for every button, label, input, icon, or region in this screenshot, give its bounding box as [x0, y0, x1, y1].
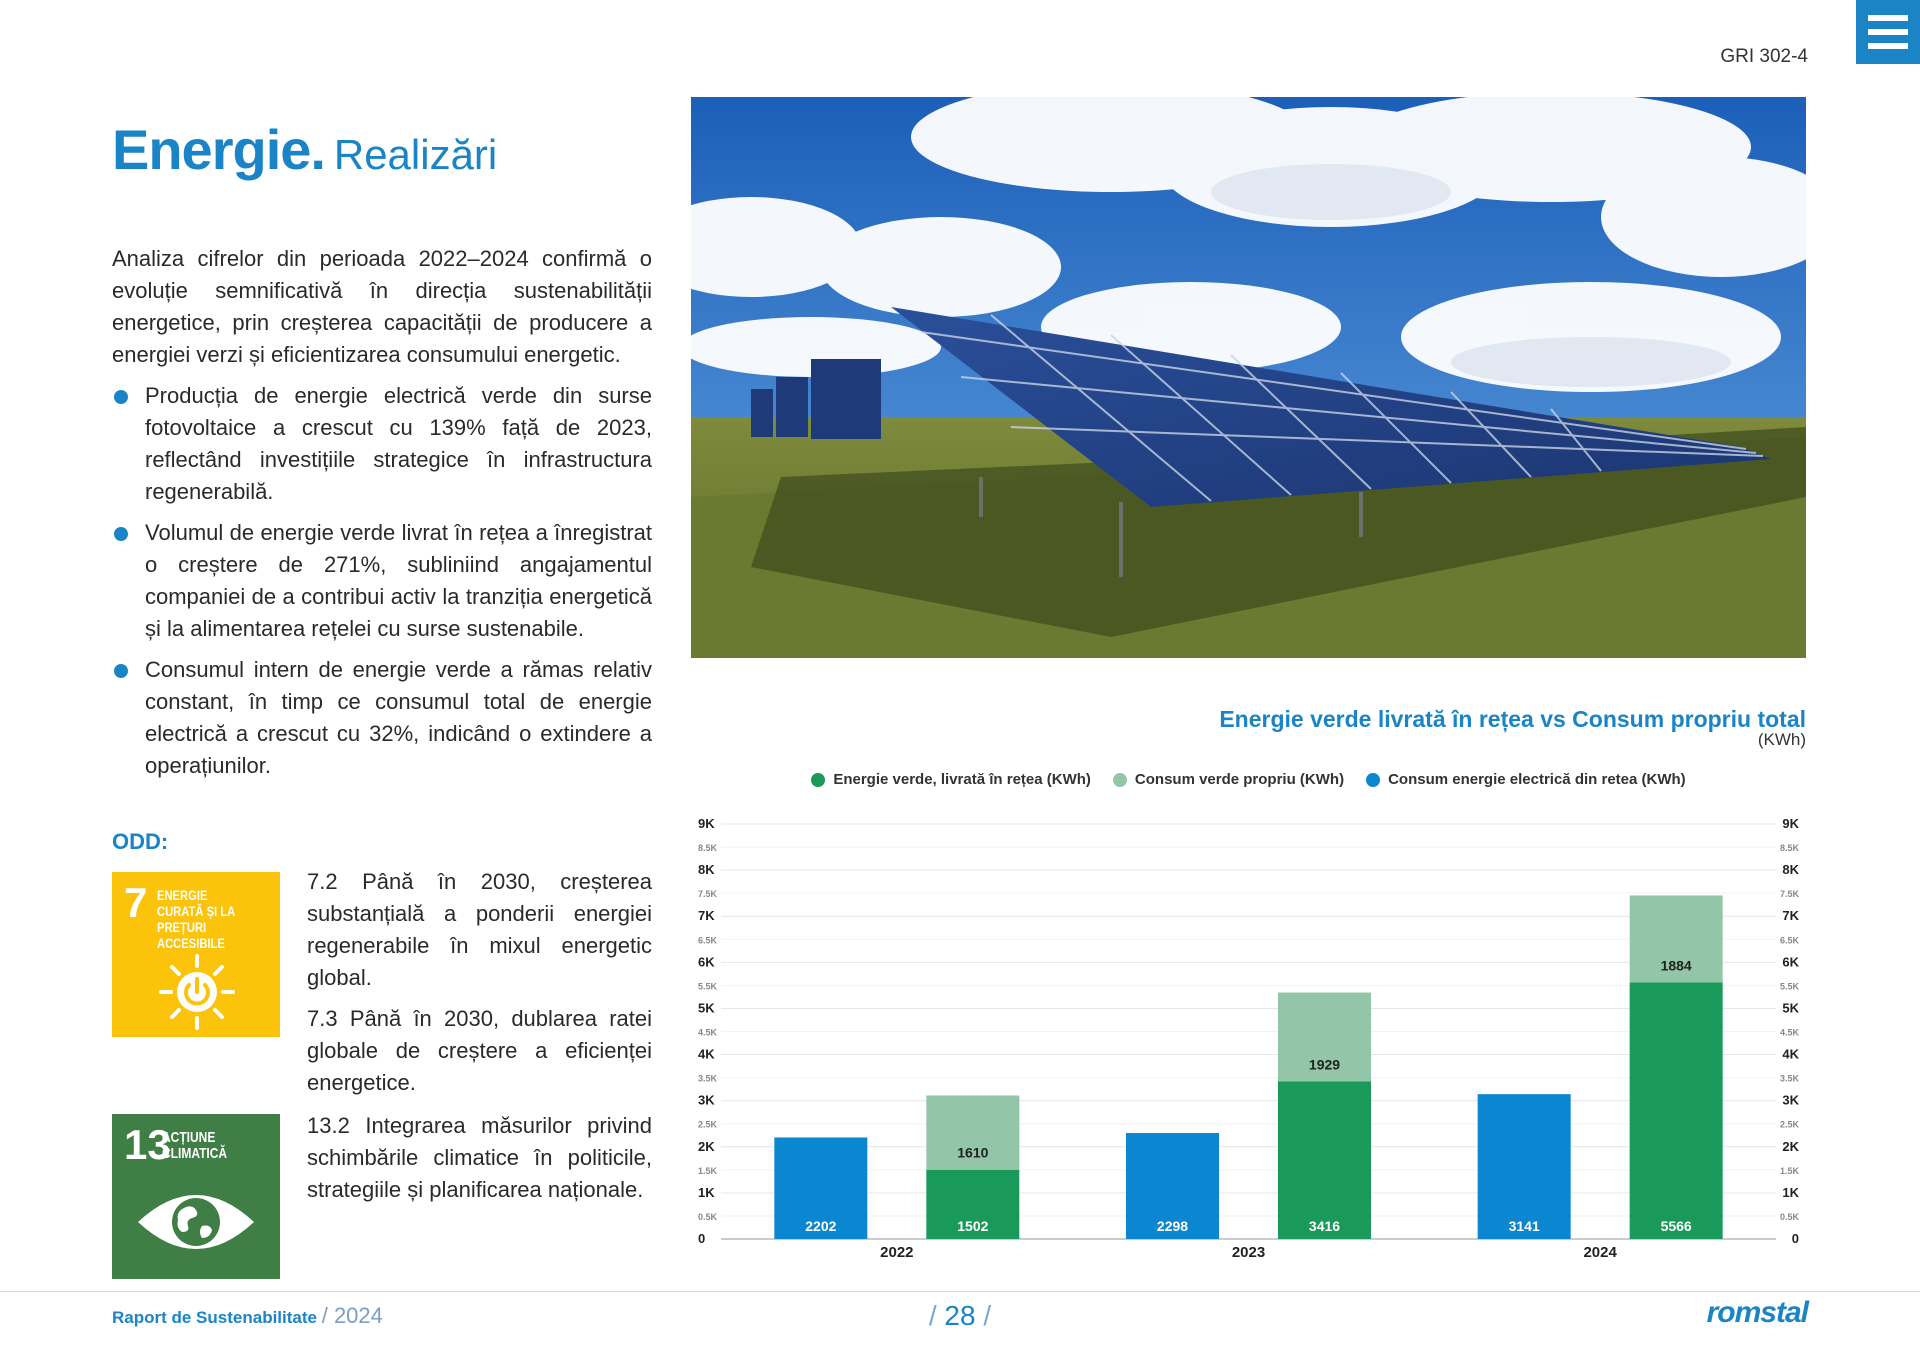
bullet-text: Consumul intern de energie verde a rămas relativ constant, în timp ce consumul total de energie electrică a crescut cu 32%, indicând o extindere a operațiunilor.	[145, 657, 652, 778]
bullet-item	[112, 654, 652, 782]
y-tick-label: 1K	[698, 1184, 715, 1200]
legend-swatch-icon	[1113, 773, 1127, 787]
page-title	[112, 118, 498, 181]
bar-value-label: 2298	[1156, 1218, 1189, 1234]
menu-line	[1868, 15, 1908, 21]
y-tick-label: 2K	[698, 1138, 715, 1154]
bar-value-label: 3141	[1508, 1218, 1540, 1234]
y-tick-label: 0	[698, 1231, 706, 1246]
y-tick-label-right: 1.5K	[1779, 1165, 1799, 1176]
legend-item	[1113, 771, 1344, 788]
y-tick-label: 3K	[698, 1092, 715, 1108]
bar-green-delivered	[1278, 1081, 1371, 1239]
sdg13-tile	[112, 1114, 280, 1279]
romstal-logo: romstal	[1706, 1296, 1808, 1329]
y-tick-label-right: 3.5K	[1779, 1073, 1799, 1084]
y-tick-label: 7.5K	[698, 889, 718, 900]
y-tick-label: 4K	[698, 1046, 715, 1062]
sdg7-number: 7	[124, 879, 148, 926]
menu-line	[1868, 29, 1908, 35]
bar-value-label: 2202	[805, 1218, 837, 1234]
sdg7-tile	[112, 872, 280, 1037]
earth-eye-icon	[134, 1182, 258, 1262]
bar-value-label: 1610	[957, 1144, 989, 1161]
intro-section	[112, 243, 652, 791]
y-tick-label-right: 2.5K	[1779, 1119, 1799, 1130]
chart-unit: (KWh)	[1757, 730, 1806, 749]
legend-label: Consum energie electrică din retea (KWh)	[1388, 771, 1686, 788]
bullet-item	[112, 380, 652, 508]
odd-target-7-2	[307, 866, 652, 1108]
y-tick-label-right: 0	[1791, 1231, 1799, 1246]
y-tick-label: 0.5K	[698, 1211, 718, 1222]
x-category-label: 2023	[1231, 1244, 1266, 1261]
y-tick-label: 6.5K	[698, 935, 718, 946]
bar-value-label: 5566	[1660, 1218, 1692, 1234]
bullet-text: Volumul de energie verde livrat în rețea a înregistrat o creștere de 271%, subliniind angajamentul companiei de a contribui activ la tranziția energetică și la alimentarea rețelei cu surse sustenabile.	[145, 520, 652, 641]
report-title: Raport de Sustenabilitate	[112, 1308, 317, 1327]
page-number: / 28 /	[928, 1300, 992, 1331]
y-tick-label-right: 7K	[1782, 908, 1799, 924]
legend-label: Consum verde propriu (KWh)	[1134, 771, 1345, 788]
odd-target-text: 7.3 Până în 2030, dublarea ratei globale de creștere a eficienței energetice.	[307, 1006, 652, 1095]
bar-value-label: 1502	[957, 1218, 989, 1234]
y-tick-label-right: 0.5K	[1779, 1211, 1799, 1222]
bar-chart	[691, 808, 1806, 1268]
y-tick-label: 9K	[698, 816, 715, 831]
bar-green-delivered	[1630, 982, 1723, 1239]
sdg7-label: ENERGIE CURATĂ ȘI LA PREȚURI ACCESIBILE	[157, 887, 235, 951]
page-title-main: Energie.	[112, 118, 325, 181]
page-number-value: 28	[944, 1300, 976, 1331]
legend-label: Energie verde, livrată în rețea (KWh)	[833, 771, 1091, 788]
intro-paragraph: Analiza cifrelor din perioada 2022–2024 confirmă o evoluție semnificativă în direcția sustenabilității energetice, prin creșterea capacității de producere a energiei verzi și eficientizarea consumului energetic.	[112, 246, 652, 367]
bullet-text: Producția de energie electrică verde din surse fotovoltaice a crescut cu 139% față de 2023, reflectând investițiile strategice în infrastructura regenerabilă.	[145, 383, 652, 504]
x-category-label: 2024	[1583, 1244, 1617, 1261]
odd-label: ODD:	[112, 829, 169, 854]
y-tick-label-right: 4K	[1782, 1046, 1799, 1062]
y-tick-label-right: 7.5K	[1779, 889, 1799, 900]
solar-panels-illustration	[691, 97, 1806, 658]
y-tick-label-right: 5K	[1782, 1000, 1799, 1016]
legend-swatch-icon	[811, 773, 825, 787]
y-tick-label-right: 2K	[1782, 1138, 1799, 1154]
y-tick-label: 2.5K	[698, 1119, 718, 1130]
y-tick-label: 8K	[698, 862, 715, 878]
y-tick-label: 1.5K	[698, 1165, 718, 1176]
y-tick-label: 4.5K	[698, 1027, 718, 1038]
legend-item	[1366, 771, 1686, 788]
footer-divider	[0, 1291, 1920, 1292]
y-tick-label: 6K	[698, 954, 715, 970]
legend-item	[811, 771, 1091, 788]
x-category-label: 2022	[880, 1244, 914, 1261]
y-tick-label-right: 3K	[1782, 1092, 1799, 1108]
gri-reference: GRI 302-4	[1720, 46, 1808, 67]
y-tick-label-right: 9K	[1782, 816, 1799, 831]
y-tick-label: 8.5K	[698, 843, 718, 854]
y-tick-label: 5.5K	[698, 981, 718, 992]
solar-panels-photo	[691, 97, 1806, 658]
report-year: / 2024	[321, 1303, 383, 1328]
y-tick-label-right: 4.5K	[1779, 1027, 1799, 1038]
y-tick-label: 7K	[698, 908, 715, 924]
y-tick-label-right: 6K	[1782, 954, 1799, 970]
y-tick-label-right: 6.5K	[1779, 935, 1799, 946]
y-tick-label-right: 8K	[1782, 862, 1799, 878]
y-tick-label-right: 5.5K	[1779, 981, 1799, 992]
menu-line	[1868, 43, 1908, 49]
y-tick-label: 5K	[698, 1000, 715, 1016]
odd-target-13-2	[307, 1110, 652, 1215]
sdg13-number: 13	[124, 1121, 171, 1168]
power-sun-icon	[152, 952, 242, 1032]
bullet-dot-icon	[114, 664, 128, 678]
bullet-dot-icon	[114, 527, 128, 541]
bullet-dot-icon	[114, 390, 128, 404]
bar-value-label: 1929	[1308, 1056, 1341, 1073]
odd-target-text: 13.2 Integrarea măsurilor privind schimbările climatice în politicile, strategiile și planificarea naționale.	[307, 1113, 652, 1202]
chart-title: Energie verde livrată în rețea vs Consum propriu total	[1219, 706, 1806, 732]
y-tick-label: 3.5K	[698, 1073, 718, 1084]
bullet-list	[112, 380, 652, 782]
bullet-item	[112, 517, 652, 645]
chart-legend	[691, 771, 1806, 788]
y-tick-label-right: 1K	[1782, 1184, 1799, 1200]
bar-value-label: 3416	[1308, 1218, 1341, 1234]
odd-target-text: 7.2 Până în 2030, creșterea substanțială a ponderii energiei regenerabile în mixul energetic global.	[307, 869, 652, 990]
sdg13-label: ACȚIUNE CLIMATICĂ	[162, 1129, 228, 1162]
bar-value-label: 1884	[1660, 957, 1692, 974]
y-tick-label-right: 8.5K	[1779, 843, 1799, 854]
legend-swatch-icon	[1366, 773, 1380, 787]
hamburger-menu-icon[interactable]	[1856, 0, 1920, 64]
page-title-sub: Realizări	[333, 131, 498, 178]
